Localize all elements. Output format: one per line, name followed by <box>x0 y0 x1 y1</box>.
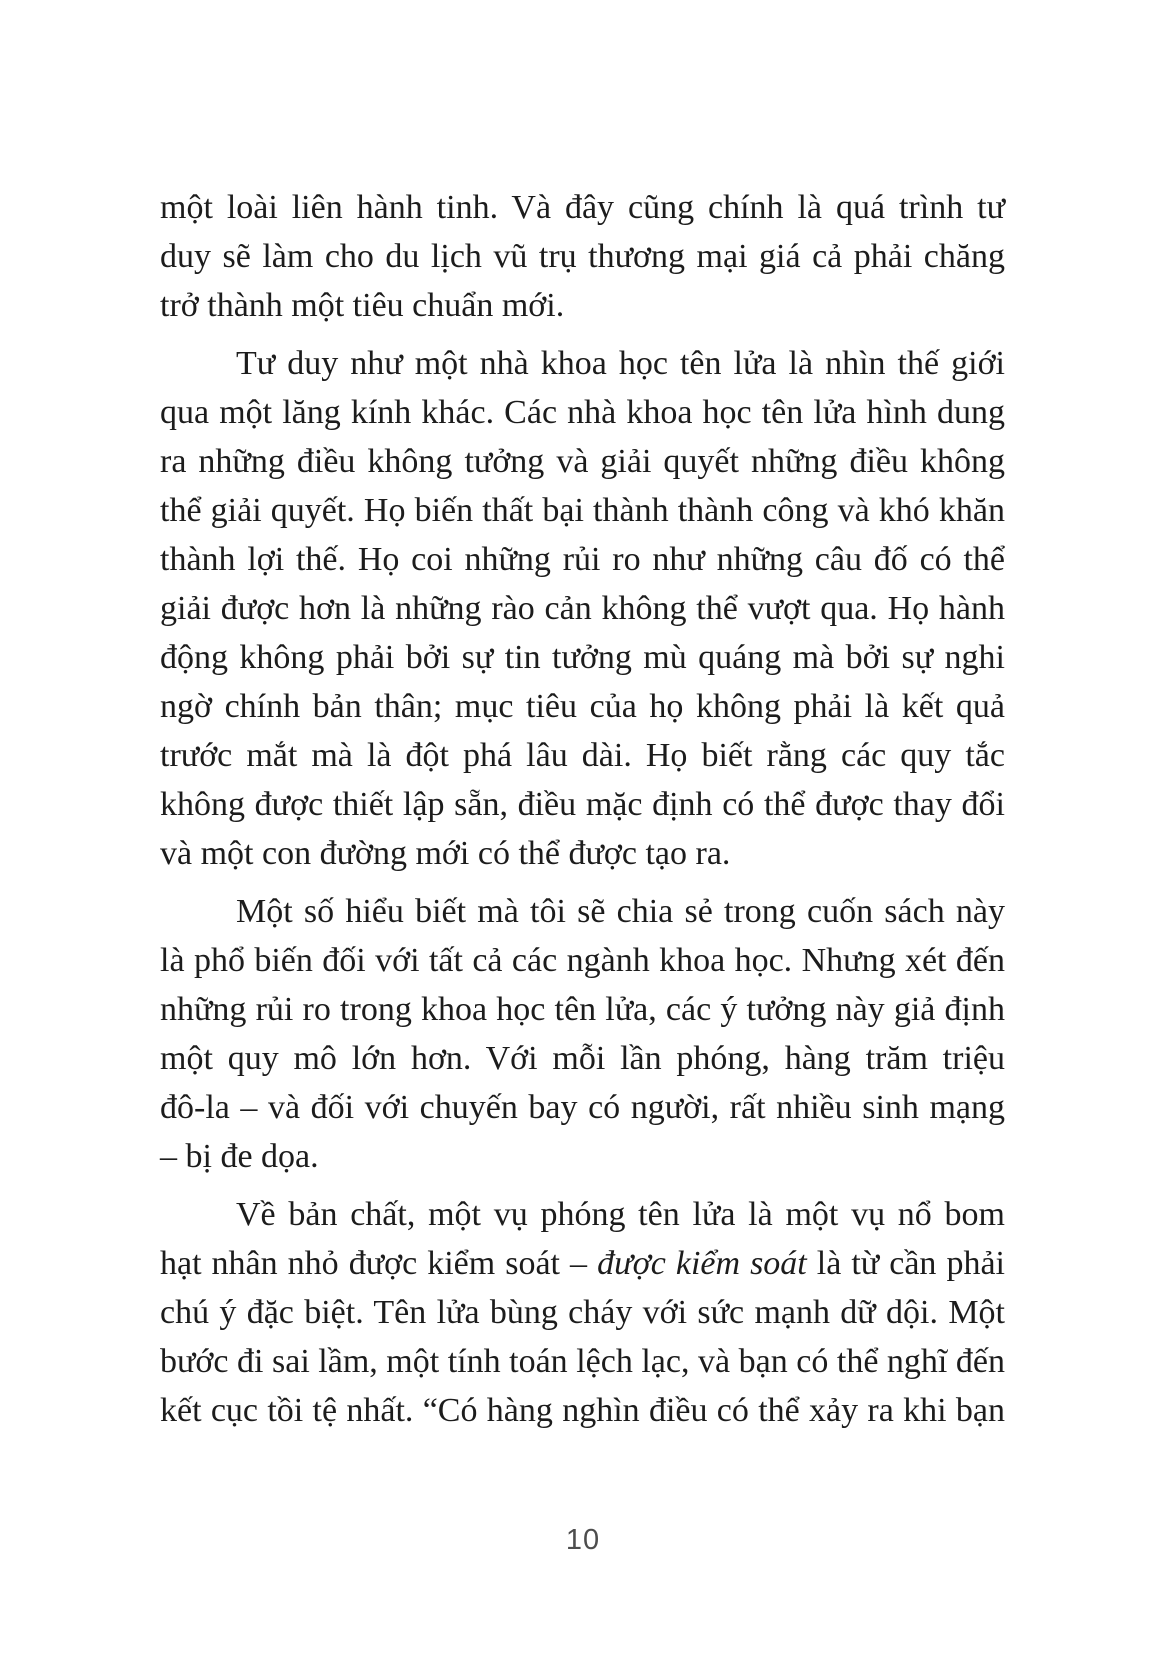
text-segment: đô-la – và đối với chuyến bay có người, rất nhiều sinh mạng <box>160 1089 1005 1126</box>
text-segment: – bị đe dọa. <box>160 1138 319 1175</box>
text-line <box>160 339 1005 388</box>
text-segment: trở thành một tiêu chuẩn mới. <box>160 287 565 324</box>
text-line <box>160 535 1005 584</box>
text-segment: kết cục tồi tệ nhất. “Có hàng nghìn điều có thể xảy ra khi bạn <box>160 1392 1005 1429</box>
text-line <box>160 1132 1005 1181</box>
text-line <box>160 1190 1005 1239</box>
text-line <box>160 682 1005 731</box>
text-line <box>160 731 1005 780</box>
text-segment: giải được hơn là những rào cản không thể vượt qua. Họ hành <box>160 590 1005 627</box>
text-line <box>160 633 1005 682</box>
text-line <box>160 1386 1005 1435</box>
text-line <box>160 584 1005 633</box>
text-line <box>160 780 1005 829</box>
text-line <box>160 232 1005 281</box>
text-segment: Tư duy như một nhà khoa học tên lửa là nhìn thế giới <box>236 345 1005 382</box>
text-line <box>160 1034 1005 1083</box>
text-segment: duy sẽ làm cho du lịch vũ trụ thương mại giá cả phải chăng <box>160 238 1005 275</box>
text-line <box>160 437 1005 486</box>
text-line <box>160 985 1005 1034</box>
emphasized-text: được kiểm soát <box>597 1245 807 1282</box>
body-text-block <box>160 183 1005 1444</box>
text-line <box>160 1083 1005 1132</box>
text-segment: động không phải bởi sự tin tưởng mù quáng mà bởi sự nghi <box>160 639 1005 676</box>
paragraph-2 <box>160 339 1005 878</box>
text-segment: Một số hiểu biết mà tôi sẽ chia sẻ trong cuốn sách này <box>236 893 1005 930</box>
text-segment: chú ý đặc biệt. Tên lửa bùng cháy với sức mạnh dữ dội. Một <box>160 1294 1005 1331</box>
text-line <box>160 281 1005 330</box>
text-segment: ngờ chính bản thân; mục tiêu của họ không phải là kết quả <box>160 688 1005 725</box>
text-segment: là từ cần phải <box>806 1245 1005 1282</box>
text-line <box>160 183 1005 232</box>
text-segment: những rủi ro trong khoa học tên lửa, các ý tưởng này giả định <box>160 991 1005 1028</box>
text-segment: ra những điều không tưởng và giải quyết những điều không <box>160 443 1005 480</box>
text-segment: bước đi sai lầm, một tính toán lệch lạc, và bạn có thể nghĩ đến <box>160 1343 1005 1380</box>
text-line <box>160 1288 1005 1337</box>
text-segment: không được thiết lập sẵn, điều mặc định có thể được thay đổi <box>160 786 1005 823</box>
text-segment: một loài liên hành tinh. Và đây cũng chính là quá trình tư <box>160 189 1005 226</box>
text-segment: qua một lăng kính khác. Các nhà khoa học tên lửa hình dung <box>160 394 1005 431</box>
text-segment: và một con đường mới có thể được tạo ra. <box>160 835 731 872</box>
text-segment: thể giải quyết. Họ biến thất bại thành thành công và khó khăn <box>160 492 1005 529</box>
text-segment: hạt nhân nhỏ được kiểm soát – <box>160 1245 598 1282</box>
text-line <box>160 887 1005 936</box>
paragraph-1 <box>160 183 1005 330</box>
text-line <box>160 829 1005 878</box>
text-segment: Về bản chất, một vụ phóng tên lửa là một vụ nổ bom <box>236 1196 1005 1233</box>
text-line <box>160 1337 1005 1386</box>
paragraph-3 <box>160 887 1005 1181</box>
text-segment: trước mắt mà là đột phá lâu dài. Họ biết rằng các quy tắc <box>160 737 1005 774</box>
text-line <box>160 1239 1005 1288</box>
text-segment: một quy mô lớn hơn. Với mỗi lần phóng, hàng trăm triệu <box>160 1040 1005 1077</box>
page-number: 10 <box>565 1524 601 1556</box>
paragraph-4 <box>160 1190 1005 1435</box>
text-segment: thành lợi thế. Họ coi những rủi ro như những câu đố có thể <box>160 541 1005 578</box>
text-line <box>160 486 1005 535</box>
text-line <box>160 388 1005 437</box>
text-line <box>160 936 1005 985</box>
text-segment: là phổ biến đối với tất cả các ngành khoa học. Nhưng xét đến <box>160 942 1005 979</box>
